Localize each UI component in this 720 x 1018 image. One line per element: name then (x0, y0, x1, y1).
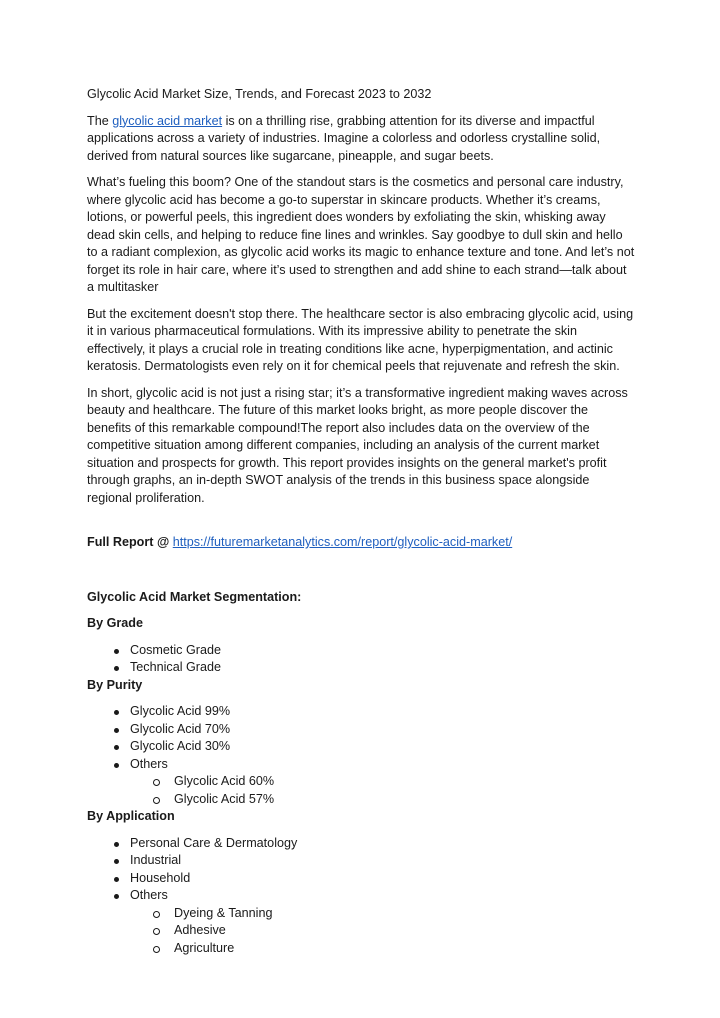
hollow-bullet-icon (153, 779, 160, 786)
list-item (87, 642, 635, 660)
segmentation-title: Glycolic Acid Market Segmentation: (87, 589, 302, 604)
application-list (87, 835, 635, 958)
bullet-icon (114, 649, 119, 654)
application-others-sublist (130, 905, 635, 958)
list-item-label: Technical Grade (130, 660, 222, 674)
glycolic-acid-market-link[interactable]: glycolic acid market (112, 113, 223, 128)
sublist-item (130, 940, 635, 958)
sublist-item (130, 922, 635, 940)
hollow-bullet-icon (153, 946, 160, 953)
sublist-item (130, 773, 635, 791)
by-application-title: By Application (87, 809, 175, 823)
list-item-label: Industrial (130, 853, 182, 867)
healthcare-paragraph: But the excitement doesn't stop there. The healthcare sector is also embracing glycolic acid, using it in various pharmaceutical formulations. With its impressive ability to penetrate the skin effectively, it plays a crucial role in treating conditions like acne, hyperpigmentation, and actinic keratosis. Dermatologists even rely on it for chemical peels that rejuvenate and refresh the skin. (87, 306, 634, 373)
purity-others-sublist (130, 773, 635, 808)
summary-paragraph: In short, glycolic acid is not just a rising star; it’s a transformative ingredient making waves across beauty and healthcare. The future of this market looks bright, as more people discover the benefits of this remarkable compound!The report also includes data on the overview of the competitive situation among different companies, including an analysis of the current market situation and prospects for growth. This report provides insights on the general market's profit through graphs, an in-depth SWOT analysis of the trends in this business space alongside regional proliferation. (87, 385, 628, 505)
purity-list (87, 703, 635, 808)
full-report-link[interactable]: https://futuremarketanalytics.com/report/glycolic-acid-market/ (172, 535, 513, 549)
list-item (87, 852, 635, 870)
bullet-icon (114, 728, 119, 733)
bullet-icon (114, 710, 119, 715)
sublist-item-label: Agriculture (174, 940, 235, 955)
list-item-label: Cosmetic Grade (130, 642, 221, 657)
sublist-item-label: Glycolic Acid 60% (174, 774, 275, 788)
sublist-item-label: Glycolic Acid 57% (174, 791, 275, 806)
intro-text-before: The (87, 113, 113, 128)
sublist-item-label: Dyeing & Tanning (174, 905, 273, 920)
sublist-item (130, 791, 635, 809)
bullet-icon (114, 894, 119, 899)
full-report-label: Full Report @ (87, 535, 173, 549)
bullet-icon (114, 877, 119, 882)
bullet-icon (114, 745, 119, 750)
full-report-line (87, 534, 635, 552)
list-item (87, 870, 635, 888)
intro-text-after: is on a thrilling rise, grabbing attention for its diverse and impactful applications across a variety of industries. Imagine a colorless and odorless crystalline solid, derived from natural sources like sugarcane, pineapple, and sugar beets. (87, 113, 601, 163)
by-purity-title: By Purity (87, 677, 143, 692)
document-title: Glycolic Acid Market Size, Trends, and Forecast 2023 to 2032 (87, 87, 432, 101)
list-item (87, 721, 635, 739)
list-item-label: Household (130, 870, 191, 885)
list-item-label: Others (130, 756, 168, 771)
document-body (87, 86, 635, 957)
list-item-label: Personal Care & Dermatology (130, 835, 298, 850)
hollow-bullet-icon (153, 797, 160, 804)
list-item (87, 756, 635, 809)
sublist-item-label: Adhesive (174, 923, 226, 937)
hollow-bullet-icon (153, 928, 160, 935)
list-item (87, 887, 635, 957)
list-item (87, 738, 635, 756)
bullet-icon (114, 859, 119, 864)
bullet-icon (114, 763, 119, 768)
cosmetics-paragraph: What’s fueling this boom? One of the standout stars is the cosmetics and personal care industry, where glycolic acid has become a go-to superstar in skincare products. Whether it’s creams, lotions, or powerful peels, this ingredient does wonders by exfoliating the skin, whisking away dead skin cells, and helping to reduce fine lines and wrinkles. Say goodbye to dull skin and hello to a radiant complexion, as glycolic acid works its magic to enhance texture and tone. And let’s not forget its role in hair care, where it’s used to strengthen and add shine to each strand—talk about a multitasker (87, 175, 635, 294)
intro-paragraph (87, 113, 635, 166)
list-item-label: Others (130, 888, 168, 902)
list-item (87, 835, 635, 853)
list-item-label: Glycolic Acid 99% (130, 704, 231, 718)
bullet-icon (114, 842, 119, 847)
by-grade-title: By Grade (87, 616, 143, 630)
list-item-label: Glycolic Acid 30% (130, 739, 231, 753)
grade-list (87, 642, 635, 677)
sublist-item (130, 905, 635, 923)
list-item (87, 659, 635, 677)
list-item (87, 703, 635, 721)
list-item-label: Glycolic Acid 70% (130, 721, 231, 736)
bullet-icon (114, 666, 119, 671)
hollow-bullet-icon (153, 911, 160, 918)
